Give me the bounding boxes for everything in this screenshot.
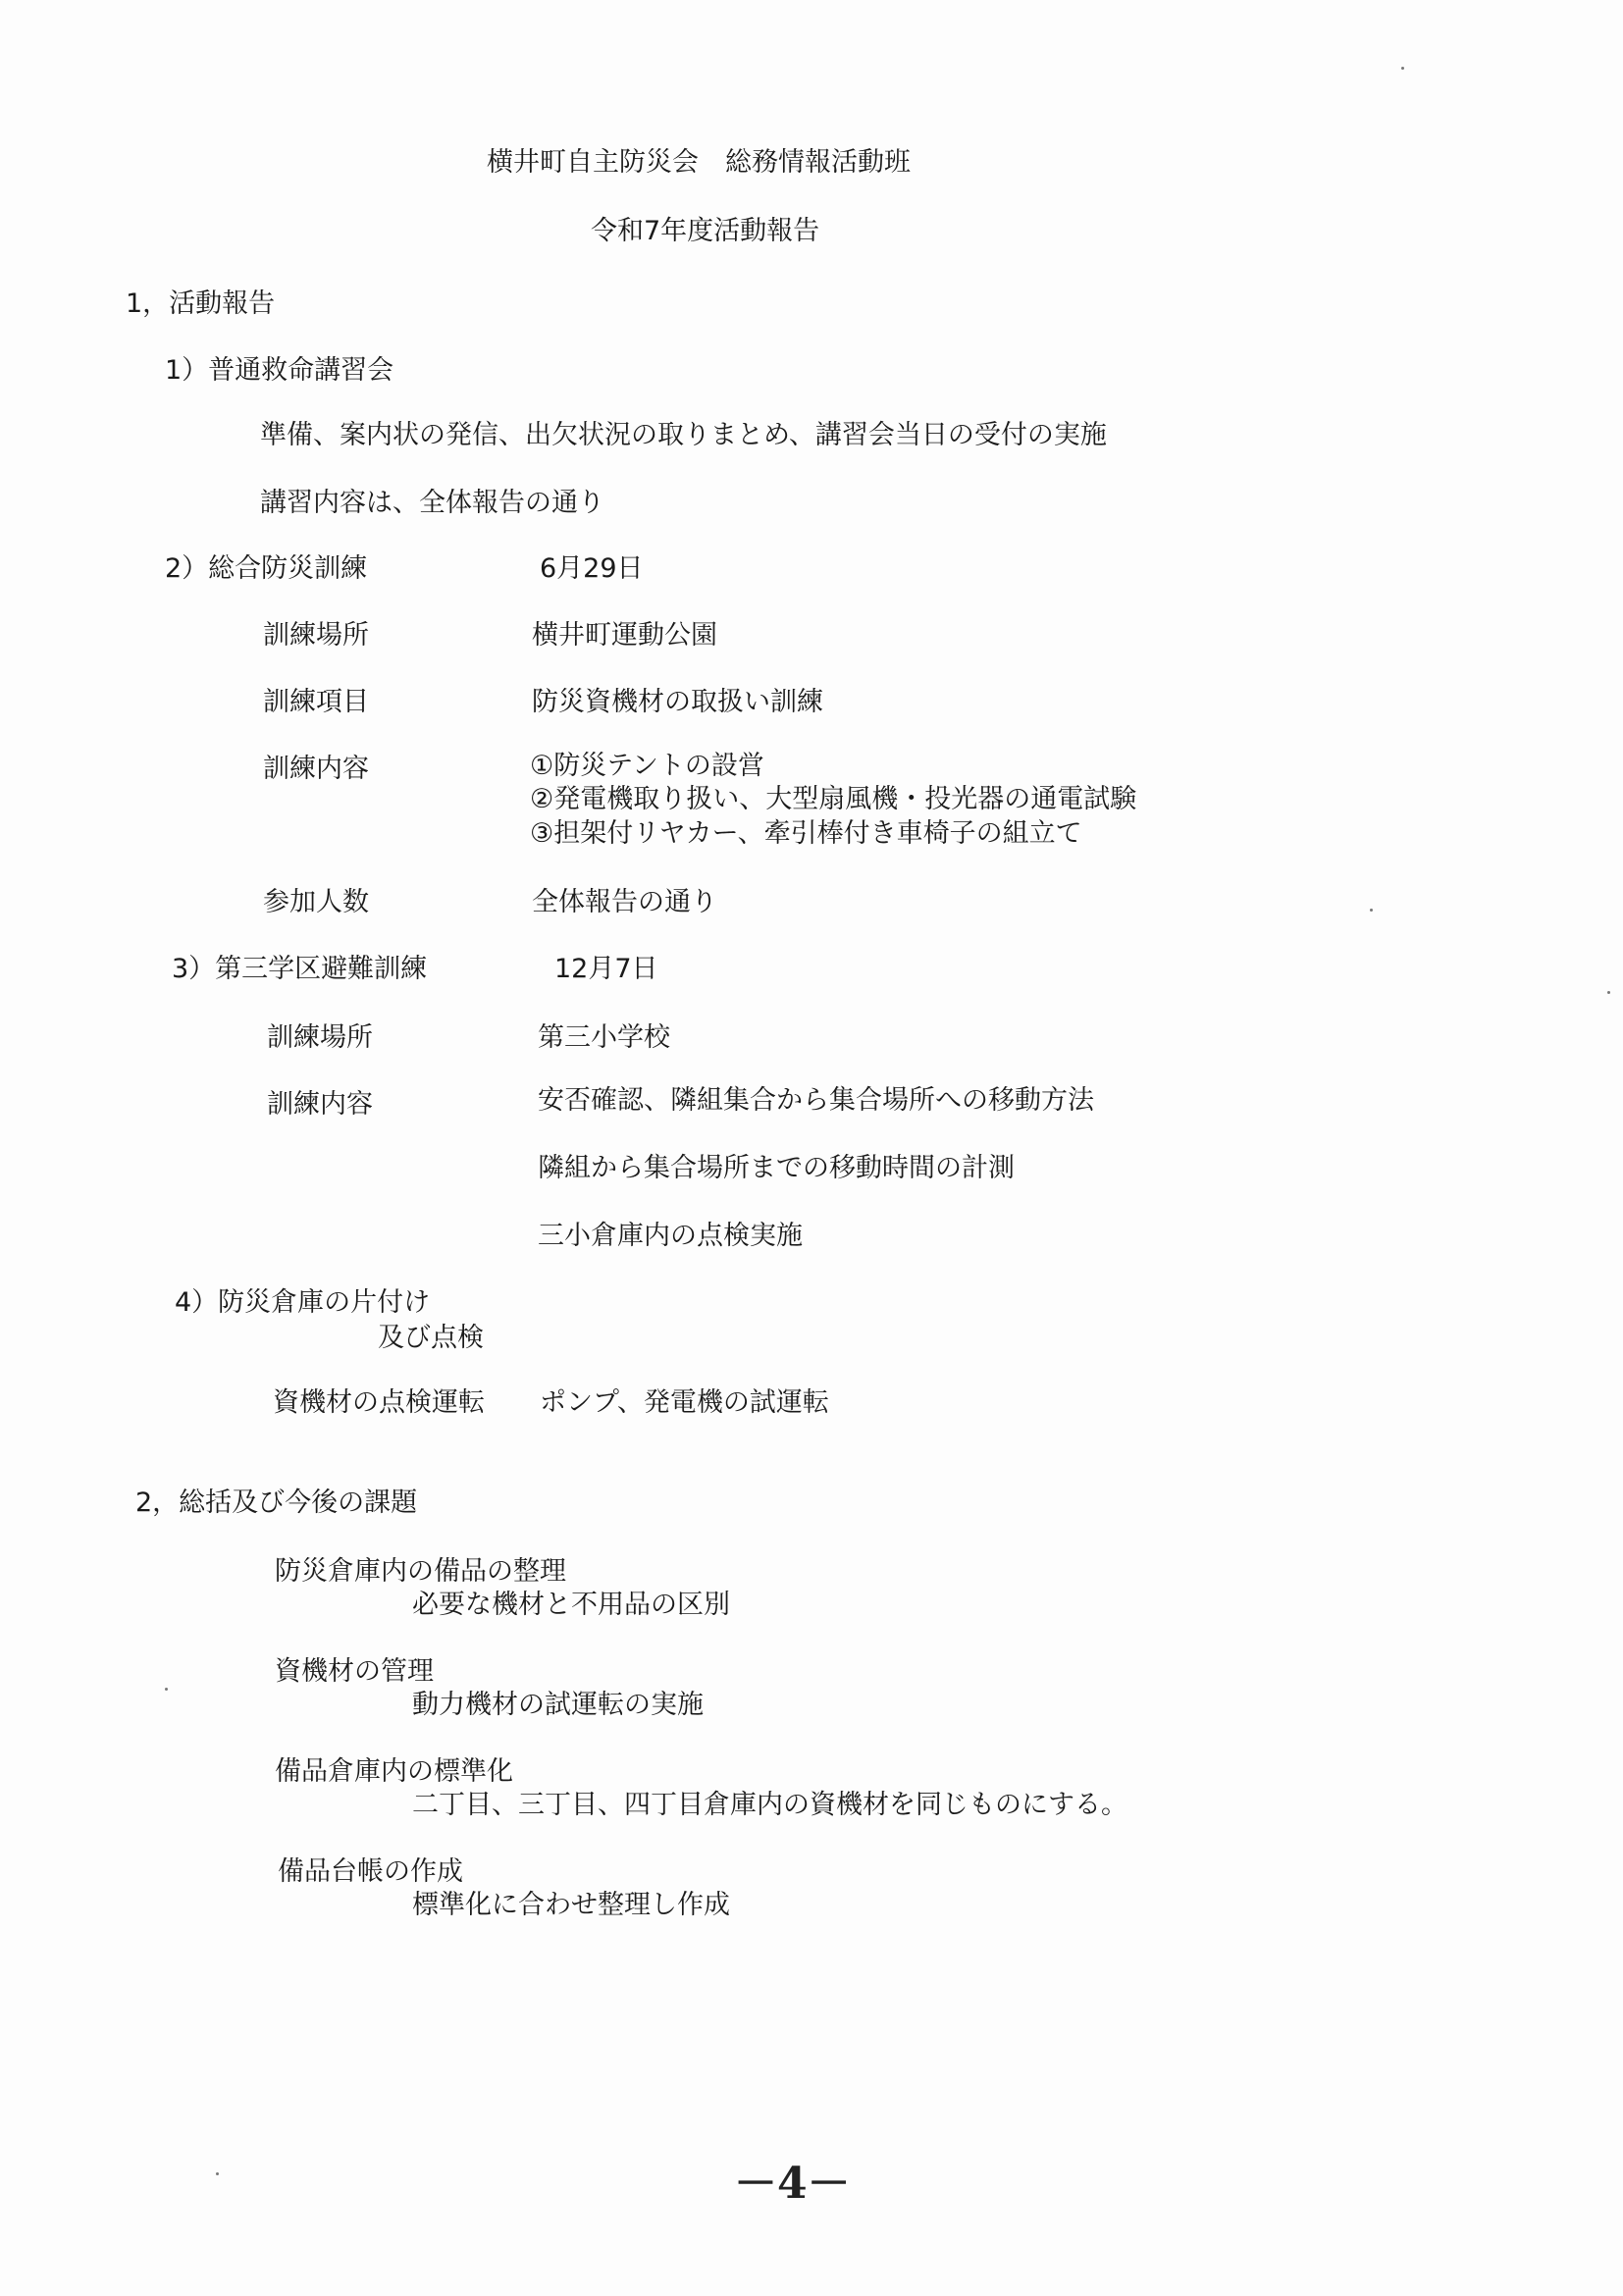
issue-detail: 必要な機材と不用品の区別 (412, 1590, 730, 1620)
scan-speck (216, 2172, 219, 2175)
item2-label: 2）総合防災訓練 (165, 553, 368, 584)
item3-content-label: 訓練内容 (267, 1089, 373, 1120)
item3-date: 12月7日 (554, 954, 658, 984)
issue-title: 備品倉庫内の標準化 (275, 1756, 513, 1787)
item2-subject-label: 訓練項目 (263, 687, 369, 717)
item2-place-value: 横井町運動公園 (532, 620, 717, 651)
issue-title: 備品台帳の作成 (278, 1856, 463, 1887)
issue-title: 防災倉庫内の備品の整理 (275, 1556, 566, 1587)
item3-place-value: 第三小学校 (538, 1022, 670, 1053)
scan-speck (1607, 991, 1610, 994)
item3-content-line: 隣組から集合場所までの移動時間の計測 (538, 1153, 1015, 1183)
item2-content-line: ②発電機取り扱い、大型扇風機・投光器の通電試験 (530, 784, 1137, 814)
item3-place-label: 訓練場所 (267, 1022, 373, 1053)
item2-content-line: ③担架付リヤカー、牽引棒付き車椅子の組立て (530, 818, 1082, 849)
item4-label-cont: 及び点検 (378, 1323, 484, 1353)
item3-content-line: 安否確認、隣組集合から集合場所への移動方法 (538, 1085, 1094, 1116)
issue-detail: 二丁目、三丁目、四丁目倉庫内の資機材を同じものにする。 (412, 1790, 1127, 1820)
document-title: 横井町自主防災会 総務情報活動班 (487, 147, 911, 178)
item2-date: 6月29日 (540, 553, 644, 584)
item3-label: 3）第三学区避難訓練 (172, 954, 428, 984)
scan-speck (1370, 909, 1373, 912)
item4-sub-value: ポンプ、発電機の試運転 (540, 1387, 829, 1418)
document-subtitle: 令和7年度活動報告 (591, 216, 820, 246)
item2-content-line: ①防災テントの設営 (530, 751, 764, 781)
section2-heading: 2，総括及び今後の課題 (135, 1487, 418, 1518)
item1-line2: 講習内容は、全体報告の通り (260, 488, 604, 518)
item4-label: 4）防災倉庫の片付け (175, 1287, 431, 1318)
item2-participants-value: 全体報告の通り (532, 887, 717, 917)
item2-place-label: 訓練場所 (263, 620, 369, 651)
section1-heading: 1，活動報告 (126, 288, 276, 319)
issue-detail: 標準化に合わせ整理し作成 (412, 1890, 730, 1920)
page-number: －4－ (734, 2159, 851, 2209)
issue-detail: 動力機材の試運転の実施 (412, 1690, 704, 1720)
item4-sub-label: 資機材の点検運転 (273, 1387, 485, 1418)
scan-speck (1401, 67, 1404, 70)
item1-line1: 準備、案内状の発信、出欠状況の取りまとめ、講習会当日の受付の実施 (260, 420, 1107, 450)
scan-speck (165, 1688, 168, 1691)
item2-content-label: 訓練内容 (263, 754, 369, 784)
item1-label: 1）普通救命講習会 (165, 355, 394, 386)
item2-subject-value: 防災資機材の取扱い訓練 (532, 687, 823, 717)
item2-participants-label: 参加人数 (263, 887, 369, 917)
issue-title: 資機材の管理 (275, 1656, 434, 1687)
item3-content-line: 三小倉庫内の点検実施 (538, 1221, 803, 1251)
